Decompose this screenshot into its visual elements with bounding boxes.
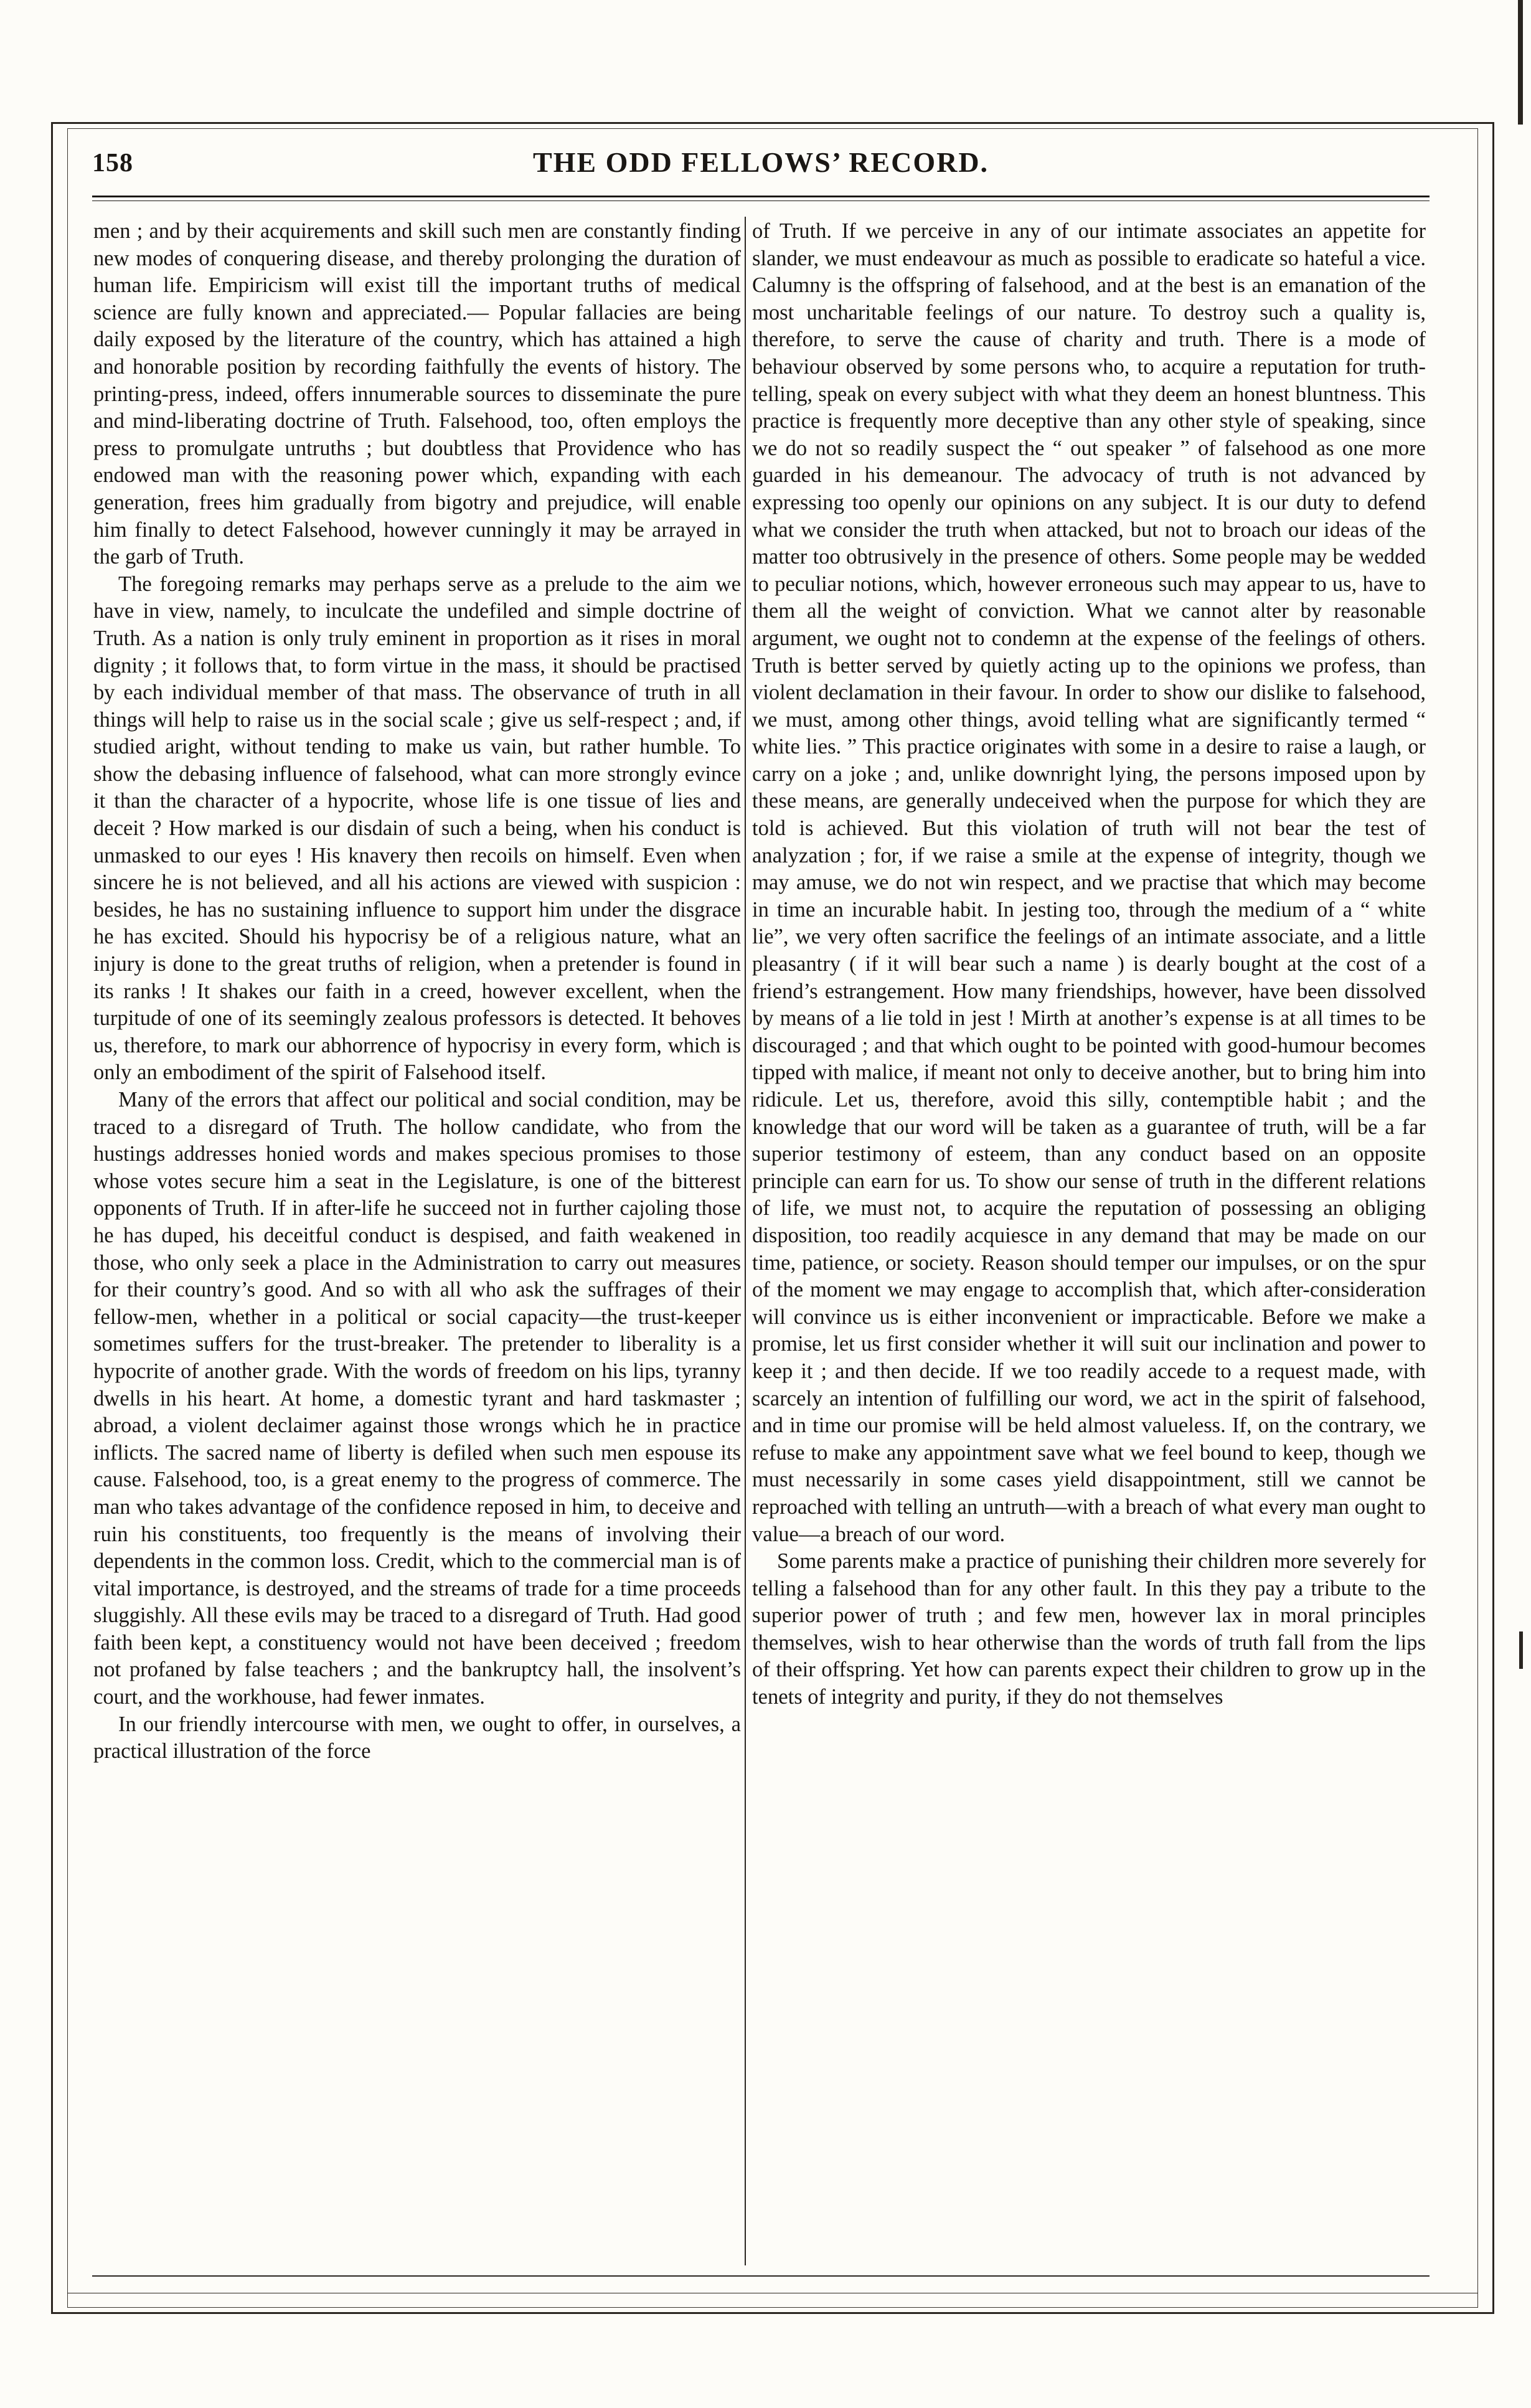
left-paragraph-2: The foregoing remarks may perhaps serve as a prelude to the aim we have in view, namely, to inculcate the undefiled and simple doctrine of Truth. As a nation is only truly eminent in proportion as it rises in moral dignity ; it follows that, to form virtue in the mass, it should be practised by each individual member of that mass. The observance of truth in all things will help to raise us in the social scale ; give us self-respect ; and, if studied aright, without tending to make us vain, but rather humble. To show the debasing influence of falsehood, what can more strongly evince it than the character of a hypocrite, whose life is one tissue of lies and deceit ? How marked is our disdain of such a being, when his conduct is unmasked to our eyes ! His knavery then recoils on himself. Even when sincere he is not believed, and all his actions are viewed with suspicion : besides, he has no sustaining influence to support him under the disgrace he has excited. Should his hypocrisy be of a religious nature, what an injury is done to the great truths of religion, when a pretender is found in its ranks ! It shakes our faith in a creed, however excellent, when the turpitude of one of its seemingly zealous professors is detected. It behoves us, therefore, to mark our abhorrence of hypocrisy in every form, which is only an embodiment of the spirit of Falsehood itself. [93, 572, 741, 1085]
running-head [92, 146, 1430, 189]
page-number: 158 [92, 149, 133, 177]
journal-title: THE ODD FELLOWS’ RECORD. [532, 146, 989, 178]
header-rule [92, 196, 1430, 197]
left-paragraph-4: In our friendly intercourse with men, we ought to offer, in ourselves, a practical illustration of the force [93, 1712, 741, 1764]
footer-rule [92, 2275, 1430, 2277]
left-column [93, 218, 741, 2260]
left-paragraph-1: men ; and by their acquirements and skill such men are constantly finding new modes of conquering disease, and thereby prolonging the duration of human life. Empiricism will exist till the important truths of medical science are fully known and appreciated.— Popular fallacies are being daily exposed by the literature of the country, which has attained a high and honorable position by recording faithfully the events of history. The printing-press, indeed, offers innumerable sources to disseminate the pure and mind-liberating doctrine of Truth. Falsehood, too, often employs the press to promulgate untruths ; but doubtless that Providence who has endowed man with the reasoning power which, expanding with each generation, frees him gradually from bigotry and prejudice, will enable him finally to detect Falsehood, however cunningly it may be arrayed in the garb of Truth. [93, 219, 741, 569]
page-edge-mark-top [1518, 0, 1523, 125]
right-column [752, 218, 1426, 2260]
page-edge-mark [1519, 1631, 1523, 1669]
right-paragraph-1: of Truth. If we perceive in any of our intimate associates an appetite for slander, we must endeavour as much as possible to eradicate so hateful a vice. Calumny is the offspring of falsehood, and at the best is an emanation of the most uncharitable feelings of our nature. To destroy such a quality is, therefore, to serve the cause of charity and truth. There is a mode of behaviour observed by some persons who, to acquire a reputation for truth-telling, speak on every subject with what they deem an honest bluntness. This practice is frequently more deceptive than any other style of speaking, since we do not so readily suspect the “ out speaker ” of falsehood as one more guarded in his demeanour. The advocacy of truth is not advanced by expressing too openly our opinions on any subject. It is our duty to defend what we consider the truth when attacked, but not to broach our ideas of the matter too obtrusively in the presence of others. Some people may be wedded to peculiar notions, which, however erroneous such may appear to us, have to them all the weight of conviction. What we cannot alter by reasonable argument, we ought not to condemn at the expense of the feelings of others. Truth is better served by quietly acting up to the opinions we profess, than violent declamation in their favour. In order to show our dislike to falsehood, we must, among other things, avoid telling what are significantly termed “ white lies. ” This practice originates with some in a desire to raise a laugh, or carry on a joke ; and, unlike downright lying, the persons imposed upon by these means, are generally undeceived when the purpose for which they are told is achieved. But this violation of truth will not bear the test of analyzation ; for, if we raise a smile at the expense of integrity, though we may amuse, we do not win respect, and we practise that which may become in time an incurable habit. In jesting too, through the medium of a “ white lie”, we very often sacrifice the feelings of an intimate associate, and a little pleasantry ( if it will bear such a name ) is dearly bought at the cost of a friend’s estrangement. How many friendships, however, have been dissolved by means of a lie told in jest ! Mirth at another’s expense is at all times to be discouraged ; and that which ought to be pointed with good-humour becomes tipped with malice, if meant not only to deceive another, but to bring him into ridicule. Let us, therefore, avoid this silly, contemptible habit ; and the knowledge that our word will be taken as a guarantee of truth, will be a far superior testimony of esteem, than any conduct based on an opposite principle can earn for us. To show our sense of truth in the different relations of life, we must not, to acquire the reputation of possessing an obliging disposition, too readily acquiesce in any demand that may be made on our time, patience, or society. Reason should temper our impulses, or on the spur of the moment we may engage to accomplish that, which after-consideration will convince us is either inconvenient or impracticable. Before we make a promise, let us first consider whether it will suit our inclination and power to keep it ; and then decide. If we too readily accede to a request made, with scarcely an intention of fulfilling our word, we act in the spirit of falsehood, and in time our promise will be held almost valueless. If, on the contrary, we refuse to make any appointment save what we feel bound to keep, though we must necessarily in some cases yield disappointment, still we cannot be reproached with telling an untruth—with a breach of what every man ought to value—a breach of our word. [752, 219, 1426, 1546]
left-paragraph-3: Many of the errors that affect our political and social condition, may be traced to a disregard of Truth. The hollow candidate, who from the hustings addresses honied words and makes specious promises to those whose votes secure him a seat in the Legislature, is one of the bitterest opponents of Truth. If in after-life he succeed not in further cajoling those he has duped, his deceitful conduct is despised, and faith weakened in those, who only seek a place in the Administration to carry out measures for their country’s good. And so with all who ask the suffrages of their fellow-men, whether in a political or social capacity—the trust-keeper sometimes suffers for the trust-breaker. The pretender to liberality is a hypocrite of another grade. With the words of freedom on his lips, tyranny dwells in his heart. At home, a domestic tyrant and hard taskmaster ; abroad, a violent declaimer against those wrongs which he in practice inflicts. The sacred name of liberty is defiled when such men espouse its cause. Falsehood, too, is a great enemy to the progress of commerce. The man who takes advantage of the confidence reposed in him, to deceive and ruin his constituents, too frequently is the means of involving their dependents in the common loss. Credit, which to the commercial man is of vital importance, is destroyed, and the streams of trade for a time proceeds sluggishly. All these evils may be traced to a disregard of Truth. Had good faith been kept, a constituency would not have been deceived ; freedom not profaned by false teachers ; and the bankruptcy hall, the insolvent’s court, and the workhouse, had fewer inmates. [93, 1088, 741, 1709]
right-paragraph-2: Some parents make a practice of punishing their children more severely for telling a falsehood than for any other fault. In this they pay a tribute to the superior power of truth ; and few men, however lax in moral principles themselves, wish to hear otherwise than the words of truth fall from the lips of their offspring. Yet how can parents expect their children to grow up in the tenets of integrity and purity, if they do not themselves [752, 1549, 1426, 1709]
column-divider [745, 217, 746, 2265]
